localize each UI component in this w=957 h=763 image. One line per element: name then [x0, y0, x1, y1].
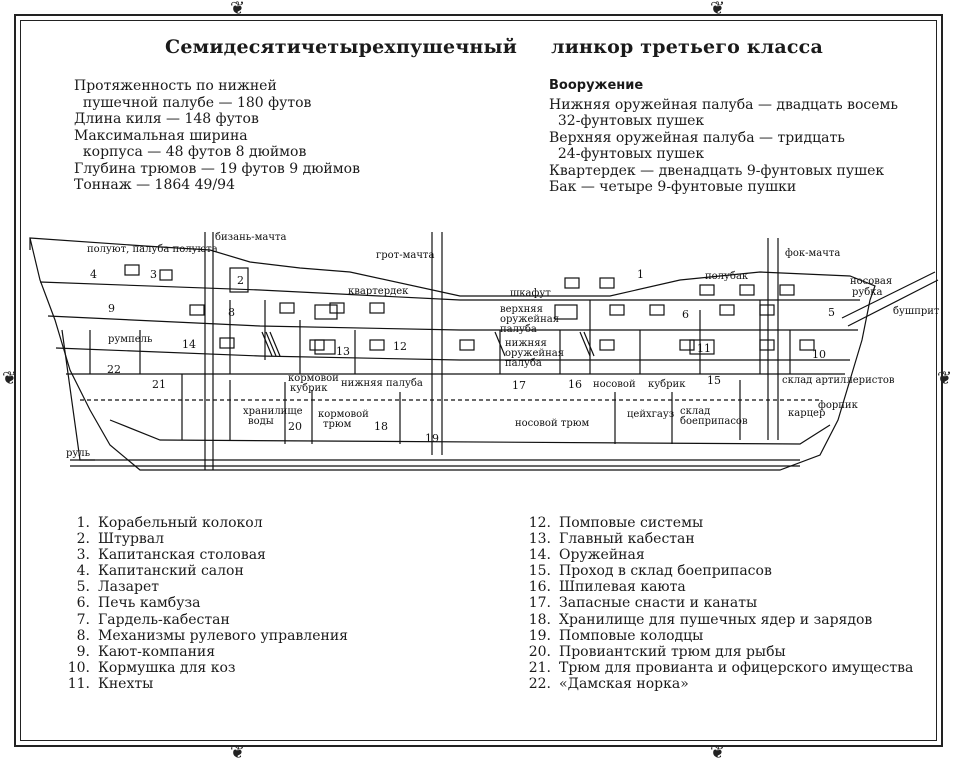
label-nosovaya-rubka: носовая	[850, 276, 893, 287]
label-nosovoy-kubrik: кубрик	[648, 379, 686, 390]
frame-ornament: ❦	[710, 0, 726, 19]
frame-ornament: ❦	[710, 742, 726, 763]
label-upper-gun-deck: верхняя	[500, 304, 543, 315]
spec-line: пушечной палубе — 180 футов	[74, 94, 312, 111]
label-upper-gun-deck: оружейная	[500, 314, 560, 325]
legend-item: 2. Штурвал	[76, 531, 165, 548]
room-number-5: 5	[828, 306, 835, 319]
room-number-1: 1	[637, 268, 644, 281]
label-sklad-boepripasov: боеприпасов	[680, 416, 748, 427]
label-lower-deck: нижняя палуба	[341, 378, 423, 389]
armament-line: Верхняя оружейная палуба — тридцать	[549, 129, 845, 146]
room-number-4: 4	[90, 268, 97, 281]
page-title: Семидесятичетырехпушечный линкор третьего класса	[165, 36, 823, 58]
room-number-21: 21	[152, 378, 166, 391]
frame-ornament: ❦	[2, 368, 18, 389]
label-lower-gun-deck: палуба	[505, 358, 542, 369]
legend-item: 20. Провиантский трюм для рыбы	[528, 643, 786, 660]
room-number-12: 12	[393, 340, 407, 353]
legend-item: 14. Оружейная	[528, 547, 645, 564]
label-sklad-boepripasov: склад	[680, 406, 711, 417]
label-kormovoy-tryum: трюм	[323, 419, 352, 430]
legend-item: 12. Помповые системы	[528, 515, 704, 531]
label-rumpel: румпель	[108, 334, 153, 345]
frame-ornament: ❦	[937, 368, 953, 389]
room-number-15: 15	[707, 374, 721, 387]
room-number-18: 18	[374, 420, 388, 433]
legend-item: 17. Запасные снасти и канаты	[528, 595, 758, 612]
legend-item: 16. Шпилевая каюта	[528, 579, 686, 596]
label-nosovoy-tryum: носовой трюм	[515, 418, 590, 429]
frame-ornament: ❦	[230, 0, 246, 19]
label-lower-gun-deck: оружейная	[505, 348, 565, 359]
room-number-20: 20	[288, 420, 302, 433]
label-polubak: полубак	[705, 271, 749, 282]
label-shkafut: шкафут	[510, 288, 551, 299]
room-number-22: 22	[107, 363, 121, 376]
legend-item: 21. Трюм для провианта и офицерского имущества	[528, 659, 914, 676]
label-kvarterdek: квартердек	[348, 286, 409, 297]
legend-item: 8. Механизмы рулевого управления	[76, 627, 348, 644]
room-number-17: 17	[512, 379, 526, 392]
legend-item: 4. Капитанский салон	[76, 563, 244, 580]
spec-line: Длина киля — 148 футов	[74, 111, 259, 127]
label-upper-gun-deck: палуба	[500, 324, 537, 335]
label-sklad-artilleristov: склад артиллеристов	[782, 375, 895, 386]
label-nosovaya-rubka: рубка	[852, 287, 883, 298]
legend-item: 15. Проход в склад боеприпасов	[528, 563, 772, 580]
legend-item: 19. Помповые колодцы	[528, 627, 704, 644]
label-bushprit: бушприт	[893, 306, 940, 317]
room-number-10: 10	[812, 348, 826, 361]
label-kormovoy-kubrik: кубрик	[290, 383, 328, 394]
label-karcer: карцер	[788, 408, 826, 419]
room-number-3: 3	[150, 268, 157, 281]
armament-line: Нижняя оружейная палуба — двадцать восемь	[549, 96, 899, 113]
label-kormovoy-tryum: кормовой	[318, 409, 369, 420]
armament-line: Квартердек — двенадцать 9-фунтовых пушек	[549, 162, 885, 179]
room-number-8: 8	[228, 306, 235, 319]
label-lower-gun-deck: нижняя	[505, 338, 547, 349]
label-tseyhgauz: цейхгауз	[627, 409, 675, 420]
room-number-2: 2	[237, 274, 244, 287]
room-number-13: 13	[336, 345, 350, 358]
legend-item: 5. Лазарет	[76, 579, 160, 596]
label-nosovoy-kubrik: носовой	[593, 379, 636, 390]
legend-right	[527, 515, 913, 692]
label-poluyut: полуют, палуба полуюта	[87, 244, 218, 255]
spec-line: Глубина трюмов — 19 футов 9 дюймов	[74, 160, 360, 177]
room-number-14: 14	[182, 338, 196, 351]
legend-left	[66, 515, 348, 692]
frame-ornament: ❦	[230, 742, 246, 763]
spec-line: Максимальная ширина	[74, 127, 248, 144]
label-bizan-macht: бизань-мачта	[215, 232, 287, 243]
label-kormovoy-kubrik: кормовой	[288, 373, 339, 384]
legend-item: 10. Кормушка для коз	[67, 659, 236, 676]
legend-item: 7. Гардель-кабестан	[76, 611, 230, 628]
label-hranilishe-vody: хранилище	[243, 406, 303, 417]
label-grot-macht: грот-мачта	[376, 250, 435, 261]
room-number-19: 19	[425, 432, 439, 445]
spec-line: Протяженность по нижней	[74, 78, 277, 94]
legend-item: 1. Корабельный колокол	[76, 515, 263, 531]
label-fok-macht: фок-мачта	[785, 248, 841, 259]
legend-item: 11. Кнехты	[67, 675, 154, 692]
room-number-11: 11	[697, 342, 711, 355]
spec-line: корпуса — 48 футов 8 дюймов	[74, 144, 307, 160]
legend-item: 22. «Дамская норка»	[528, 675, 689, 692]
legend-item: 18. Хранилище для пушечных ядер и зарядов	[528, 611, 873, 628]
armament-line: Бак — четыре 9-фунтовые пушки	[549, 179, 797, 195]
armament-line: 24-фунтовых пушек	[549, 146, 705, 162]
room-number-6: 6	[682, 308, 689, 321]
legend-item: 3. Капитанская столовая	[76, 547, 266, 564]
legend-item: 6. Печь камбуза	[76, 595, 201, 612]
label-forpik: форпик	[818, 400, 858, 411]
legend-item: 13. Главный кабестан	[528, 531, 695, 548]
legend-item: 9. Кают-компания	[76, 643, 216, 660]
armament-heading: Вооружение	[549, 78, 644, 93]
room-number-9: 9	[108, 302, 115, 315]
spec-line: Тоннаж — 1864 49/94	[74, 177, 235, 193]
armament-line: 32-фунтовых пушек	[549, 113, 705, 129]
label-hranilishe-vody: воды	[248, 416, 274, 427]
room-number-16: 16	[568, 378, 582, 391]
label-rul: руль	[66, 448, 91, 459]
